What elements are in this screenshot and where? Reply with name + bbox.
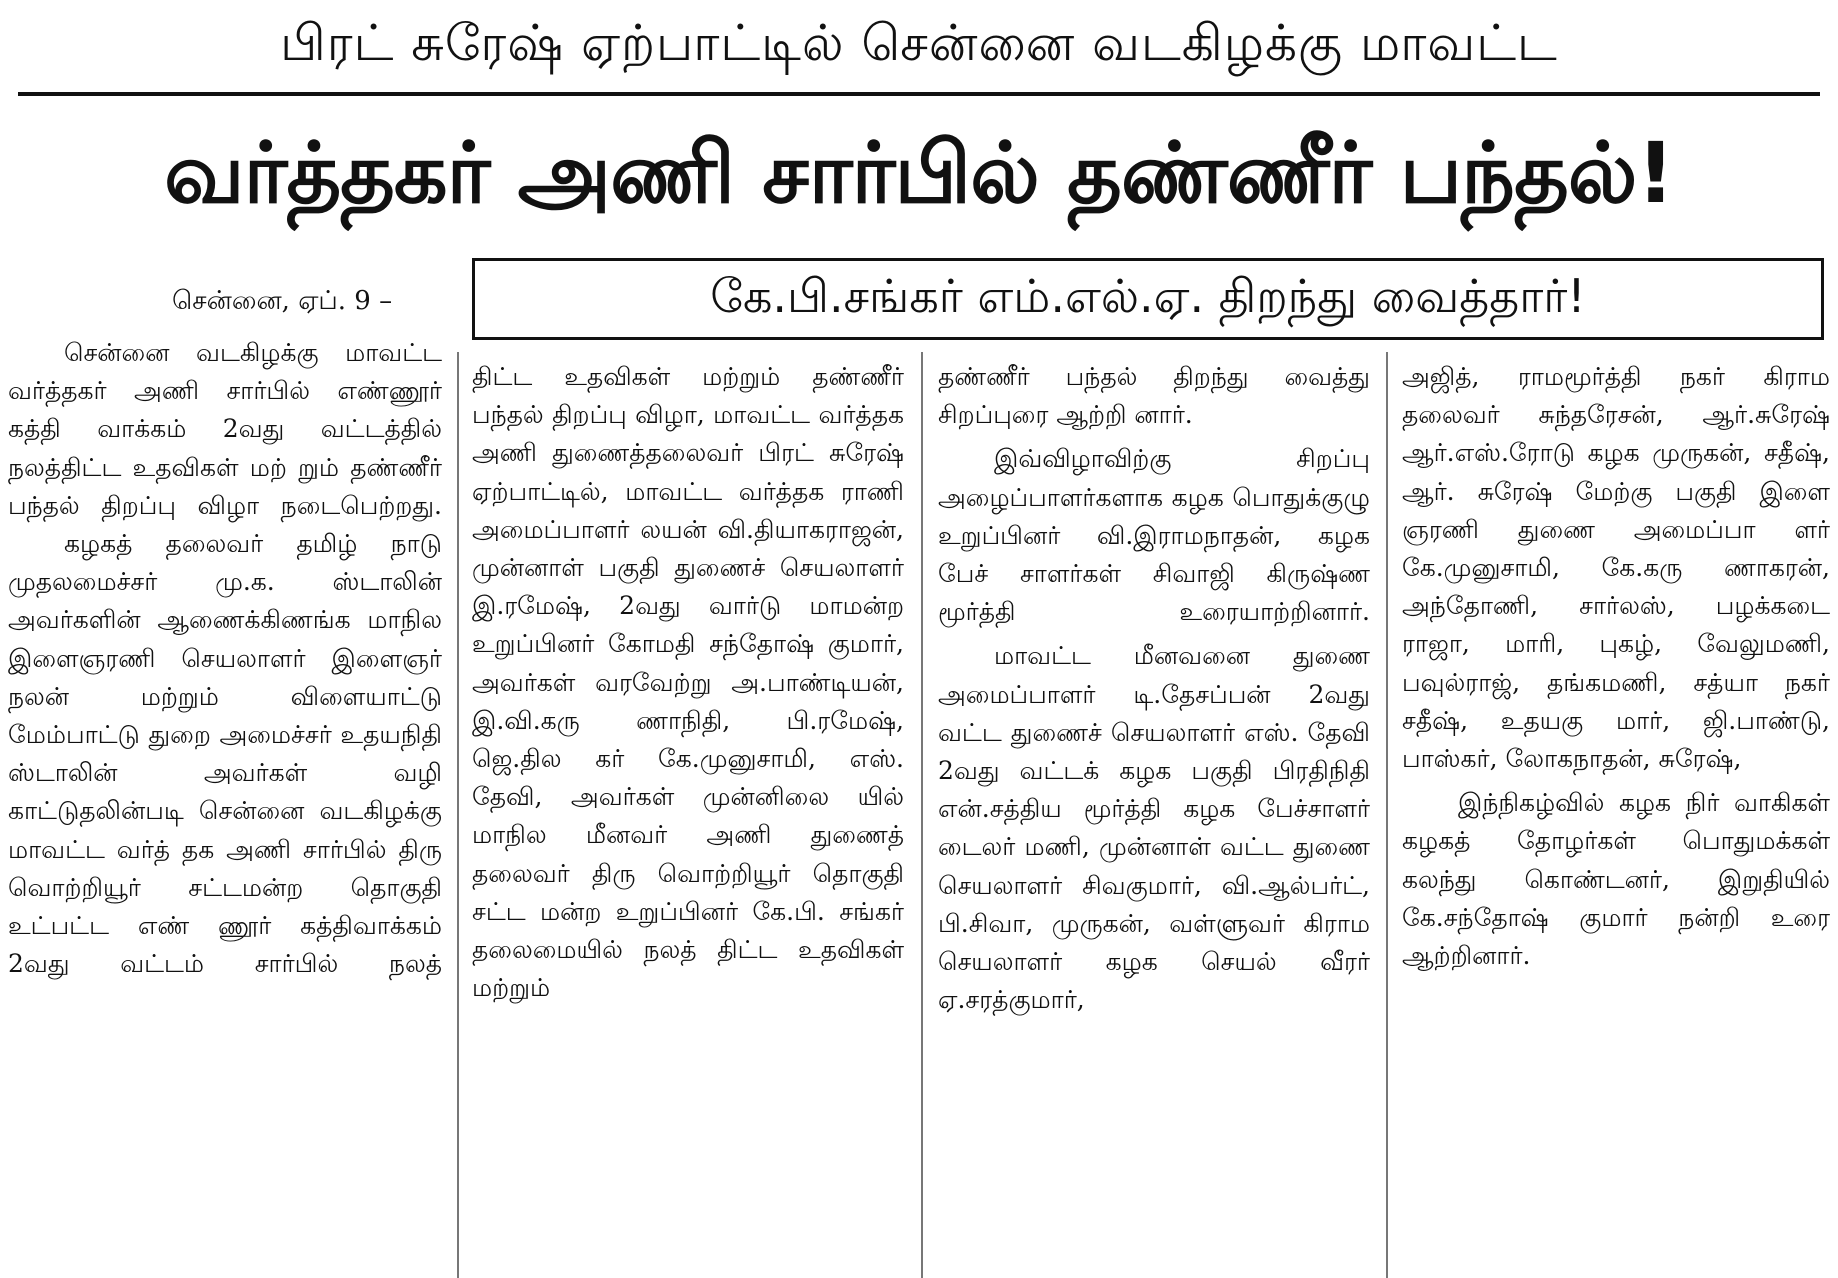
kicker-divider (18, 92, 1820, 96)
kicker-headline: பிரட் சுரேஷ் ஏற்பாட்டில் சென்னை வடகிழக்கு மாவட்ட (280, 13, 1558, 72)
article-column-3 (938, 358, 1370, 1019)
article-column-4 (1402, 358, 1830, 975)
column-divider (1386, 352, 1388, 1278)
article-column-1 (8, 334, 442, 983)
paragraph: சென்னை வடகிழக்கு மாவட்ட வர்த்தகர் அணி சார்பில் எண்ணூர் கத்தி வாக்கம் 2வது வட்டத்தில் நலத்திட்ட உதவிகள் மற் றும் தண்ணீர் பந்தல் திறப்பு விழா நடைபெற்றது. (8, 338, 442, 520)
column-divider (457, 352, 459, 1278)
paragraph: இவ்விழாவிற்கு சிறப்பு அழைப்பாளர்களாக கழக பொதுக்குழு உறுப்பினர் வி.இராமநாதன், கழக பேச் சாளர்கள் சிவாஜி கிருஷ்ண மூர்த்தி உரையாற்றினார். (938, 444, 1370, 627)
column-divider (921, 352, 923, 1278)
paragraph: திட்ட உதவிகள் மற்றும் தண்ணீர் பந்தல் திறப்பு விழா, மாவட்ட வர்த்தக அணி துணைத்தலைவர் பிரட் சுரேஷ் ஏற்பாட்டில், மாவட்ட வர்த்தக ராணி அமைப்பாளர் லயன் வி.தியாகராஜன், முன்னாள் பகுதி துணைச் செயலாளர் இ.ரமேஷ், 2வது வார்டு மாமன்ற உறுப்பினர் கோமதி சந்தோஷ் குமார், அவர்கள் வரவேற்று அ.பாண்டியன், இ.வி.கரு ணாநிதி, பி.ரமேஷ், ஜெ.தில கர் கே.முனுசாமி, எஸ். தேவி, அவர்கள் முன்னிலை யில் மாநில மீனவர் அணி துணைத் தலைவர் திரு வொற்றியூர் தொகுதி சட்ட மன்ற உறுப்பினர் கே.பி. சங்கர் தலைமையில் நலத் திட்ட உதவிகள் மற்றும் (472, 362, 904, 1003)
subheadline: கே.பி.சங்கர் எம்.எல்.ஏ. திறந்து வைத்தார்! (710, 268, 1586, 323)
paragraph: தண்ணீர் பந்தல் திறந்து வைத்து சிறப்புரை ஆற்றி னார். (938, 362, 1370, 430)
paragraph: இந்நிகழ்வில் கழக நிர் வாகிகள் கழகத் தோழர்கள் பொதுமக்கள் கலந்து கொண்டனர், இறுதியில் கே.சந்தோஷ் குமார் நன்றி உரை ஆற்றினார். (1402, 788, 1830, 971)
paragraph: அஜித், ராமமூர்த்தி நகர் கிராம தலைவர் சுந்தரேசன், ஆர்.சுரேஷ் ஆர்.எஸ்.ரோடு கழக முருகன், சதீஷ், ஆர். சுரேஷ் மேற்கு பகுதி இளை ஞரணி துணை அமைப்பா ளர் கே.முனுசாமி, கே.கரு ணாகரன், அந்தோணி, சார்லஸ், பழக்கடை ராஜா, மாரி, புகழ், வேலுமணி, பவுல்ராஜ், தங்கமணி, சத்யா நகர் சதீஷ், உதயகு மார், ஜி.பாண்டு, பாஸ்கர், லோகநாதன், சுரேஷ், (1402, 362, 1830, 774)
article-column-2 (472, 358, 904, 1007)
dateline: சென்னை, ஏப். 9 – (172, 286, 393, 316)
paragraph: மாவட்ட மீனவனை துணை அமைப்பாளர் டி.தேசப்பன் 2வது வட்ட துணைச் செயலாளர் எஸ். தேவி 2வது வட்டக் கழக பகுதி பிரதிநிதி என்.சத்திய மூர்த்தி கழக பேச்சாளர் டைலர் மணி, முன்னாள் வட்ட துணை செயலாளர் சிவகுமார், வி.ஆல்பர்ட், பி.சிவா, முருகன், வள்ளுவர் கிராம செயலாளர் கழக செயல் வீரர் ஏ.சரத்குமார், (938, 641, 1370, 1015)
subheadline-box (472, 258, 1824, 340)
main-headline: வர்த்தகர் அணி சார்பில் தண்ணீர் பந்தல்! (164, 124, 1674, 222)
paragraph: கழகத் தலைவர் தமிழ் நாடு முதலமைச்சர் மு.க. ஸ்டாலின் அவர்களின் ஆணைக்கிணங்க மாநில இளைஞரணி செயலாளர் இளைஞர் நலன் மற்றும் விளையாட்டு மேம்பாட்டு துறை அமைச்சர் உதயநிதி ஸ்டாலின் அவர்கள் வழி காட்டுதலின்படி சென்னை வடகிழக்கு மாவட்ட வர்த் தக அணி சார்பில் திரு வொற்றியூர் சட்டமன்ற தொகுதி உட்பட்ட எண் ணூர் கத்திவாக்கம் 2வது வட்டம் சார்பில் நலத் (8, 529, 442, 979)
